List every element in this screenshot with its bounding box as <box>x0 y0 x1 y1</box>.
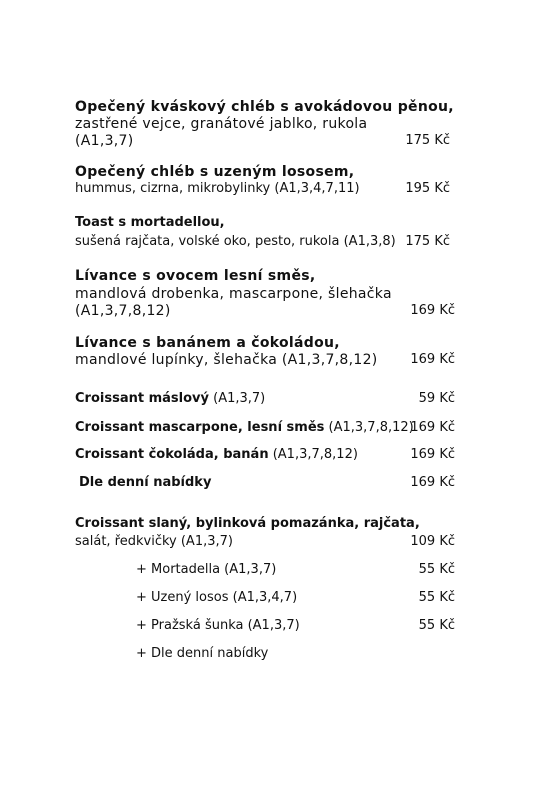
addon-item: + Uzený losos (A1,3,4,7) <box>136 590 298 605</box>
item-allergens: (A1,3,7,8,12) <box>272 447 358 462</box>
addon-item: + Dle denní nabídky <box>136 646 269 661</box>
item-description: mandlová drobenka, mascarpone, šlehačka <box>75 286 392 302</box>
item-name: Croissant čokoláda, banán <box>75 447 269 462</box>
item-allergens: (A1,3,7,8,12) <box>328 420 414 435</box>
item-price: 169 Kč <box>410 352 455 367</box>
item-title: Toast s mortadellou, <box>75 215 225 230</box>
addon-price: 55 Kč <box>418 618 455 633</box>
item-price: 169 Kč <box>410 420 455 435</box>
item-price: 169 Kč <box>410 447 455 462</box>
item-price: 169 Kč <box>410 303 455 318</box>
item-allergens: (A1,3,7) <box>75 133 134 149</box>
item-title: Opečený kváskový chléb s avokádovou pěnou, <box>75 99 454 115</box>
item-name: Croissant mascarpone, lesní směs <box>75 420 325 435</box>
item-price: 175 Kč <box>405 133 450 148</box>
item-title: Opečený chléb s uzeným lososem, <box>75 164 355 180</box>
item-description: salát, ředkvičky (A1,3,7) <box>75 534 233 549</box>
item-title: Lívance s ovocem lesní směs, <box>75 268 316 284</box>
item-title: Croissant slaný, bylinková pomazánka, rajčata, <box>75 516 420 531</box>
item-description: zastřené vejce, granátové jablko, rukola <box>75 116 368 132</box>
item-title: Lívance s banánem a čokoládou, <box>75 335 340 351</box>
item-price: 175 Kč <box>405 234 450 249</box>
item-name: Croissant máslový <box>75 391 209 406</box>
addon-item: + Pražská šunka (A1,3,7) <box>136 618 300 633</box>
item-description: sušená rajčata, volské oko, pesto, rukola (A1,3,8) <box>75 234 396 249</box>
addon-item: + Mortadella (A1,3,7) <box>136 562 277 577</box>
item-description: hummus, cizrna, mikrobylinky (A1,3,4,7,11) <box>75 181 360 196</box>
menu-item <box>75 392 265 405</box>
item-price: 109 Kč <box>410 534 455 549</box>
item-name: Dle denní nabídky <box>79 475 212 490</box>
menu-item <box>75 421 414 434</box>
item-description: mandlové lupínky, šlehačka (A1,3,7,8,12) <box>75 352 378 368</box>
addon-price: 55 Kč <box>418 590 455 605</box>
item-allergens: (A1,3,7) <box>213 391 266 406</box>
menu-item <box>75 448 358 461</box>
item-allergens: (A1,3,7,8,12) <box>75 303 171 319</box>
item-price: 195 Kč <box>405 181 450 196</box>
addon-price: 55 Kč <box>418 562 455 577</box>
item-price: 59 Kč <box>418 391 455 406</box>
item-price: 169 Kč <box>410 475 455 490</box>
